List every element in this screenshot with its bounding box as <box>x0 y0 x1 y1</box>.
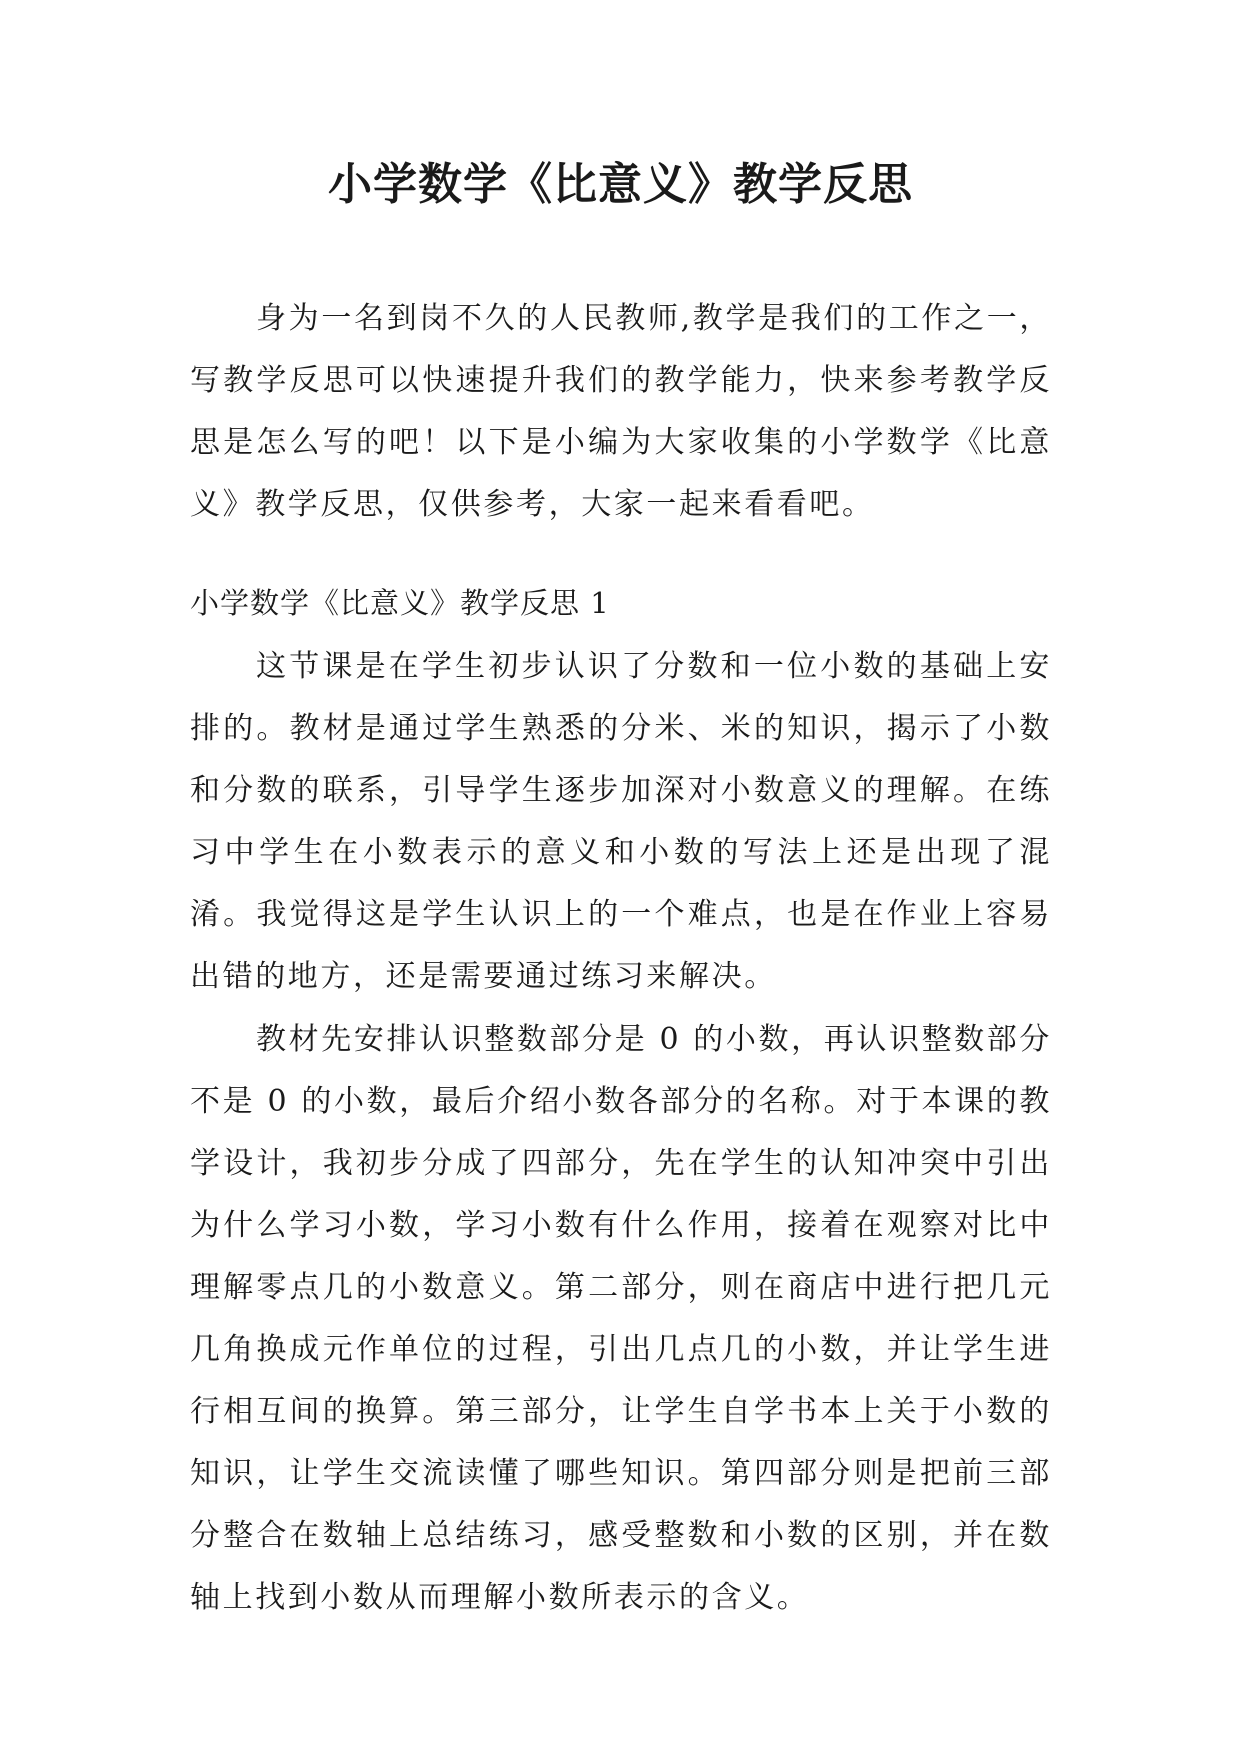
section-heading: 小学数学《比意义》教学反思 1 <box>190 586 610 620</box>
body-paragraph-1: 这节课是在学生初步认识了分数和一位小数的基础上安排的。教材是通过学生熟悉的分米、米的知识，揭示了小数和分数的联系，引导学生逐步加深对小数意义的理解。在练习中学生在小数表示的意义和小数的写法上还是出现了混淆。我觉得这是学生认识上的一个难点，也是在作业上容易出错的地方，还是需要通过练习来解决。 <box>190 649 1052 994</box>
body-paragraph-2: 教材先安排认识整数部分是 0 的小数，再认识整数部分不是 0 的小数，最后介绍小数各部分的名称。对于本课的教学设计，我初步分成了四部分，先在学生的认知冲突中引出为什么学习小数，学习小数有什么作用，接着在观察对比中理解零点几的小数意义。第二部分，则在商店中进行把几元几角换成元作单位的过程，引出几点几的小数，并让学生进行相互间的换算。第三部分，让学生自学书本上关于小数的知识，让学生交流读懂了哪些知识。第四部分则是把前三部分整合在数轴上总结练习，感受整数和小数的区别，并在数轴上找到小数从而理解小数所表示的含义。 <box>190 1022 1052 1615</box>
document-title: 小学数学《比意义》教学反思 <box>328 159 913 210</box>
intro-paragraph: 身为一名到岗不久的人民教师,教学是我们的工作之一，写教学反思可以快速提升我们的教学能力，快来参考教学反思是怎么写的吧！以下是小编为大家收集的小学数学《比意义》教学反思，仅供参考，大家一起来看看吧。 <box>190 301 1052 522</box>
